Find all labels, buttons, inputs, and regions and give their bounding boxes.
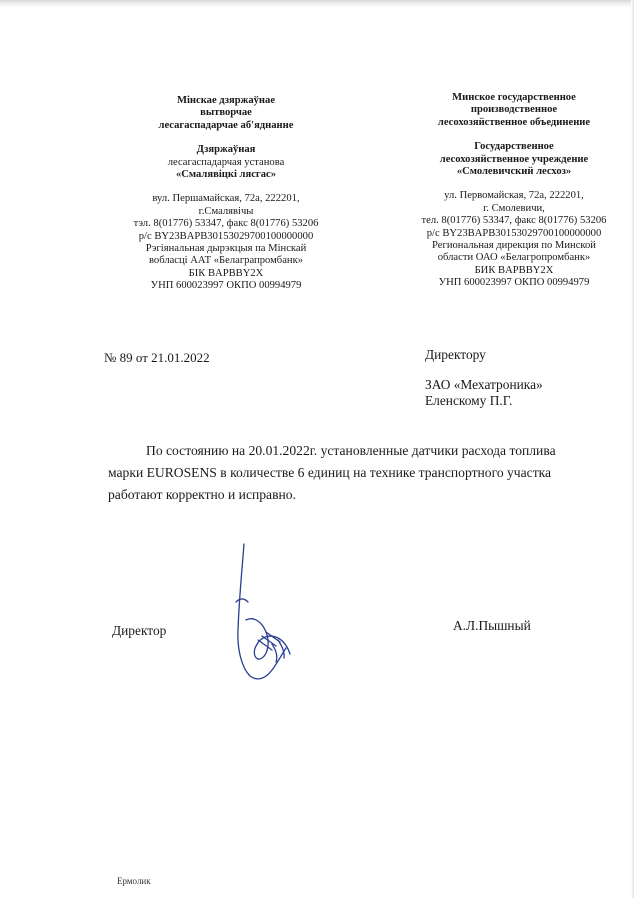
- signer-position: Директор: [112, 623, 167, 638]
- addressee-title: Директору: [425, 347, 486, 362]
- header-line: УНП 600023997 ОКПО 00994979: [438, 277, 590, 289]
- header-line: области ОАО «Белагропромбанк»: [437, 252, 591, 264]
- header-line: вобласці ААТ «Белаграпромбанк»: [148, 255, 304, 267]
- document-reference: № 89 от 21.01.2022: [104, 350, 210, 365]
- body-line: По состоянию на 20.01.2022г. установленные датчики расхода топлива: [146, 443, 556, 458]
- header-line: р/с BY23BAPB30153029700100000000: [138, 230, 314, 242]
- header-line: лесохозяйственное объединение: [437, 116, 591, 128]
- header-gap: [98, 181, 354, 193]
- addressee-organization: ЗАО «Мехатроника»: [425, 377, 543, 392]
- header-line: тел. 8(01776) 53347, факс 8(01776) 53206: [421, 215, 607, 227]
- header-line: «Смолевичский лесхоз»: [456, 166, 572, 178]
- header-line: г. Смолевичи,: [483, 202, 545, 214]
- header-line: Мінскае дзяржаўнае: [176, 95, 276, 106]
- header-left-belarusian: [98, 95, 354, 293]
- header-line: вул. Першамайская, 72а, 222201,: [152, 193, 300, 205]
- header-line: «Смалявіцкі лясгас»: [175, 169, 277, 181]
- header-line: лесохозяйственное учреждение: [439, 153, 589, 165]
- header-line: вытворчае: [200, 107, 252, 119]
- header-line: Дзяржаўная: [196, 144, 256, 156]
- header-right-russian: [396, 92, 632, 290]
- header-gap: [396, 129, 632, 141]
- header-gap: [98, 132, 354, 144]
- body-line: марки EUROSENS в количестве 6 единиц на технике транспортного участка: [108, 465, 552, 480]
- header-line: Рэгіянальная дырэкцыя па Мінскай: [145, 243, 307, 255]
- header-line: Региональная дирекция по Минской: [432, 240, 596, 252]
- header-line: Минское государственное: [452, 92, 576, 103]
- header-line: производственное: [470, 104, 558, 116]
- header-line: лесагаспадарчая установа: [167, 156, 285, 168]
- header-line: р/с BY23BAPB30153029700100000000: [426, 227, 602, 239]
- letter-body: [108, 440, 604, 506]
- handwritten-signature-icon: [228, 540, 308, 690]
- header-line: БИК BAPBBY2X: [474, 264, 554, 276]
- header-line: БІК BAPBBY2X: [188, 267, 264, 279]
- header-line: Государственное: [474, 141, 554, 153]
- scan-top-edge: [0, 0, 634, 8]
- addressee-name: Еленскому П.Г.: [425, 393, 513, 408]
- header-gap: [396, 178, 632, 190]
- signer-name: А.Л.Пышный: [453, 618, 531, 633]
- body-line: работают корректно и исправно.: [108, 487, 296, 502]
- executor-name: Ермолик: [117, 876, 151, 886]
- header-line: лесагаспадарчае аб'яднанне: [158, 119, 294, 131]
- header-line: ул. Первомайская, 72а, 222201,: [444, 190, 584, 202]
- header-line: тэл. 8(01776) 53347, факс 8(01776) 53206: [133, 218, 319, 230]
- header-line: УНП 600023997 ОКПО 00994979: [150, 280, 302, 292]
- header-line: г.Смалявічы: [198, 205, 254, 217]
